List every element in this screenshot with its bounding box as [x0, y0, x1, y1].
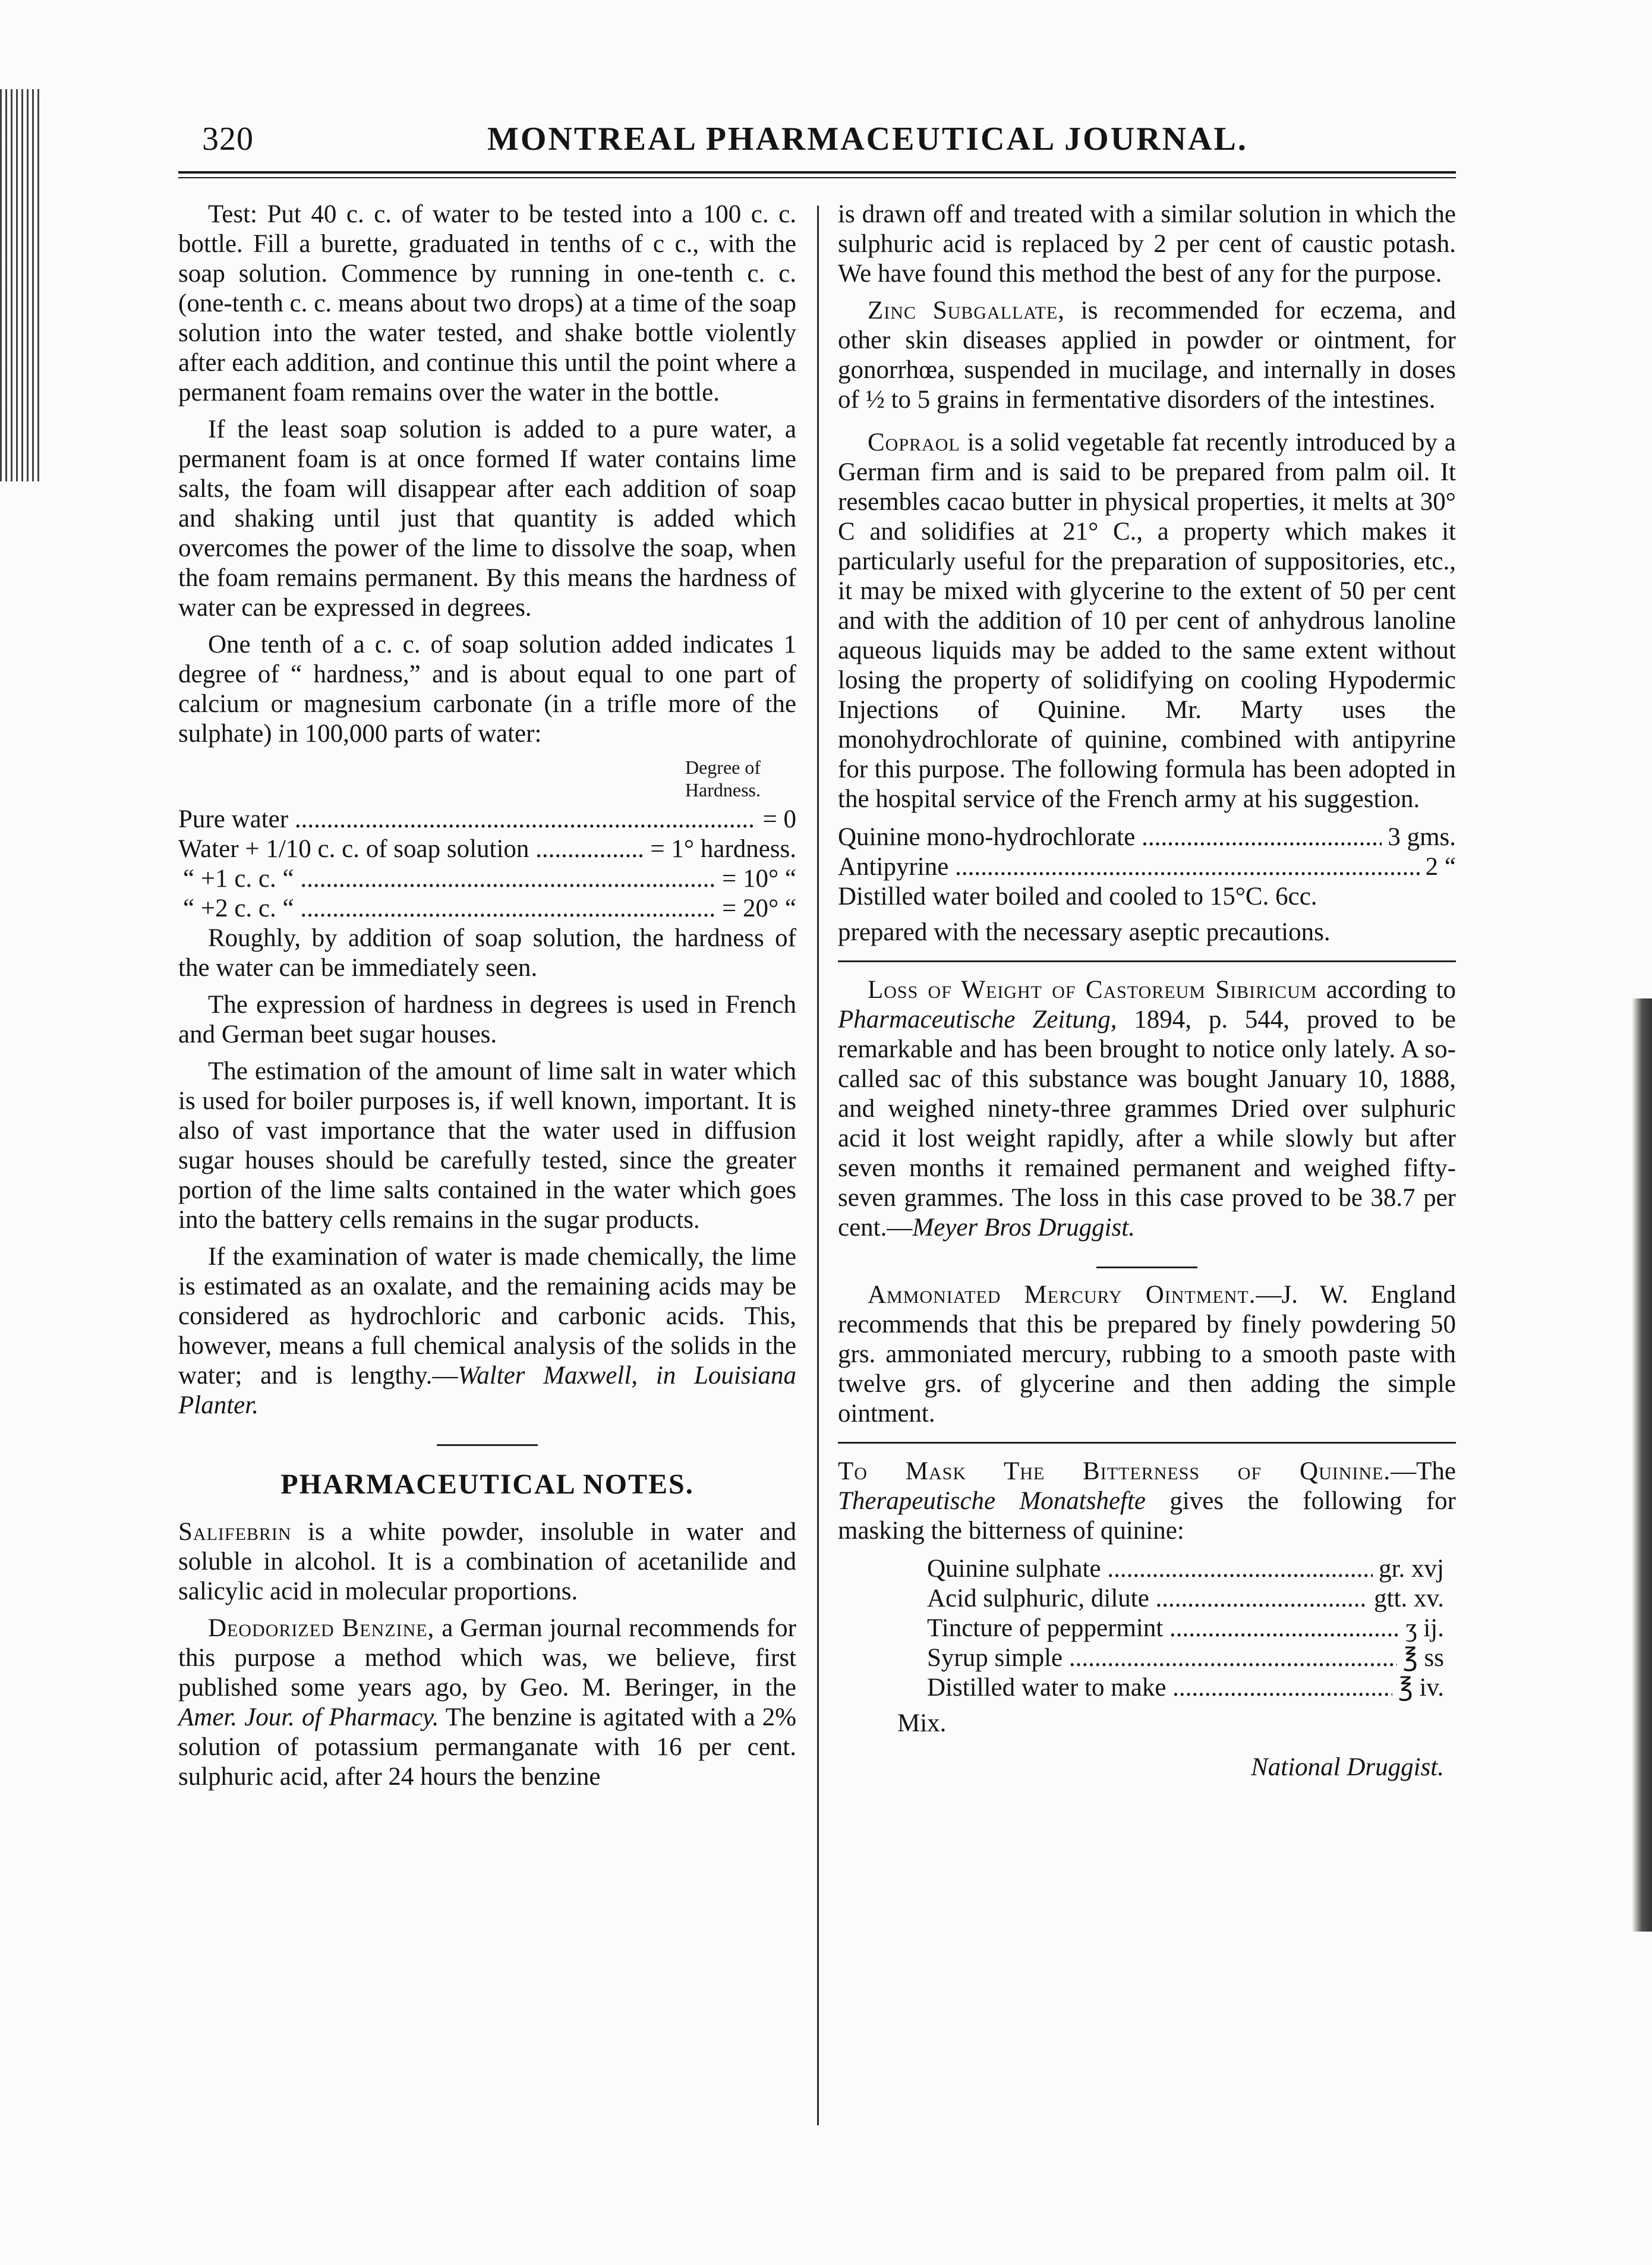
aseptic-line: prepared with the necessary aseptic precautions.: [838, 918, 1331, 946]
mercury-ointment-note: Ammoniated Mercury Ointment.—J. W. England recommends that this be prepared by finely powdering 50 grs. ammoniated mercury, rubbing to a smooth paste with twelve grs. of glycerine and then adding the simple ointment.: [838, 1281, 1456, 1428]
divider-rule: [838, 960, 1456, 962]
quinine-mask-note: To Mask The Bitterness of Quinine.—The Therapeutische Monatshefte gives the following for masking the bitterness of quinine:: [838, 1457, 1456, 1545]
expression-paragraph: The expression of hardness in degrees is used in French and German beet sugar houses.: [178, 991, 796, 1048]
water-test-paragraph: Test: Put 40 c. c. of water to be tested into a 100 c. c. bottle. Fill a burette, graduated in tenths of c c., with the soap solution. Commence by running in one-tenth c. c. (one-tenth c. c. means about two drops) at a time of the soap solution into the water tested, and shake bottle violently after each addition, and continue this until the point where a permanent foam remains over the water in the bottle.: [178, 200, 796, 407]
formula-row: Quinine mono-hydrochlorate ..... 3 gms.: [838, 823, 1456, 852]
hardness-row: “ +2 c. c. “ ..... = 20° “: [178, 894, 796, 924]
salifebrin-note: Salifebrin is a white powder, insoluble in water and soluble in alcohol. It is a combination of acetanilide and salicylic acid in molecular proportions.: [178, 1518, 796, 1605]
deodorized-benzine-note: Deodorized Benzine, a German journal recommends for this purpose a method which was, we believe, first published some years ago, by Geo. M. Beringer, in the Amer. Jour. of Pharmacy. The benzine is agitated with a 2% solution of potassium permanganate with 16 per cent. sulphuric acid, after 24 hours the benzine: [178, 1614, 796, 1791]
scan-edge-right: [1632, 998, 1652, 1932]
benzine-continued: is drawn off and treated with a similar solution in which the sulphuric acid is replaced by 2 per cent of caustic potash. We have found this method the best of any for the purpose.: [838, 200, 1456, 288]
hardness-degree-paragraph: One tenth of a c. c. of soap solution added indicates 1 degree of “ hardness,” and is about equal to one part of calcium or magnesium carbonate (in a trifle more of the sulphate) in 100,000 parts of water:: [178, 631, 796, 748]
note-heading: Copraol: [868, 429, 960, 456]
note-heading: Salifebrin: [178, 1518, 292, 1546]
source-attribution: National Druggist.: [1251, 1753, 1444, 1781]
two-column-body: [178, 200, 1456, 2161]
running-head: [178, 113, 1456, 168]
zinc-subgallate-note: Zinc Subgallate, is recommended for eczema, and other skin diseases applied in powder or ointment, for gonorrhœa, suspended in mucilage, and internally in doses of ½ to 5 grains in fermentative disorders of the intestines.: [838, 297, 1456, 414]
right-column: [838, 200, 1456, 1782]
lime-estimation-paragraph: The estimation of the amount of lime salt in water which is used for boiler purposes is, if well known, important. It is also of vast importance that the water used in diffusion sugar houses should be carefully tested, since the greater portion of the lime salts contained in the water which goes into the battery cells remains in the sugar products.: [178, 1057, 796, 1234]
roughly-paragraph: Roughly, by addition of soap solution, the hardness of the water can be immediately seen.: [178, 924, 796, 982]
section-title: PHARMACEUTICAL NOTES.: [280, 1469, 694, 1500]
note-heading: Deodorized Benzine,: [208, 1614, 435, 1642]
chemical-exam-paragraph: If the examination of water is made chemically, the lime is estimated as an oxalate, and the remaining acids may be considered as hydrochloric and carbonic acids. This, however, means a full chemical analysis of the solids in the water; and is lengthy.—Walter Maxwell, in Louisiana Planter.: [178, 1243, 796, 1419]
left-column: [178, 200, 796, 1799]
journal-title: MONTREAL PHARMACEUTICAL JOURNAL.: [487, 121, 1248, 157]
page-number: 320: [202, 121, 254, 157]
note-heading: Ammoniated Mercury Ointment.: [868, 1281, 1256, 1309]
divider-rule: [838, 1442, 1456, 1444]
section-rule: [437, 1444, 538, 1446]
hardness-row: Water + 1/10 c. c. of soap solution ..... = 1° hardness.: [178, 834, 796, 864]
recipe-row: Acid sulphuric, dilute ..... gtt. xv.: [927, 1584, 1444, 1614]
note-heading: Zinc Subgallate,: [868, 297, 1065, 325]
soap-foam-paragraph: If the least soap solution is added to a pure water, a permanent foam is at once formed If water contains lime salts, the foam will disappear after each addition of soap and shaking until just that quantity is added which overcomes the power of the lime to dissolve the soap, when the foam remains permanent. By this means the hardness of water can be expressed in degrees.: [178, 415, 796, 622]
column-divider: [817, 206, 819, 2125]
quinine-injection-formula: [838, 823, 1456, 912]
recipe-row: Distilled water to make ..... ℥ iv.: [927, 1673, 1444, 1703]
header-rule: [178, 171, 1456, 178]
masking-recipe: [838, 1554, 1456, 1703]
degree-column-heading: Degree of Hardness.: [685, 757, 761, 801]
formula-row: Antipyrine ..... 2 “: [838, 852, 1456, 882]
scan-edge-left: [0, 89, 42, 481]
hardness-row: “ +1 c. c. “ ..... = 10° “: [178, 864, 796, 894]
source-attribution: Walter Maxwell, in Louisiana Planter.: [178, 1362, 796, 1419]
note-heading: Loss of Weight of Castoreum Sibiricum: [868, 976, 1317, 1004]
hardness-row: Pure water ..... = 0: [178, 805, 796, 834]
source-attribution: Meyer Bros Druggist.: [912, 1214, 1135, 1242]
formula-row: Distilled water boiled and cooled to 15°C. 6cc.: [838, 883, 1317, 911]
recipe-row: Quinine sulphate ..... gr. xvj: [927, 1554, 1444, 1584]
note-heading: To Mask The Bitterness of Quinine.: [838, 1457, 1391, 1485]
recipe-row: Tincture of peppermint ..... ʒ ij.: [927, 1614, 1444, 1643]
hardness-table: [178, 805, 796, 924]
copraol-note: Copraol is a solid vegetable fat recently introduced by a German firm and is said to be prepared from palm oil. It resembles cacao butter in physical properties, it melts at 30° C and solidifies at 21° C., a property which makes it particularly useful for the preparation of suppositories, etc., it may be mixed with glycerine to the extent of 50 per cent and with the addition of 10 per cent of anhydrous lanoline aqueous liquids may be added to the same extent without losing the property of solidifying on cooling Hypodermic Injections of Quinine. Mr. Marty uses the monohydrochlorate of quinine, combined with antipyrine for this purpose. The following formula has been adopted in the hospital service of the French army at his suggestion.: [838, 429, 1456, 813]
castoreum-note: Loss of Weight of Castoreum Sibiricum according to Pharmaceutische Zeitung, 1894, p. 544, proved to be remarkable and has been brought to notice only lately. A so-called sac of this substance was bought January 10, 1888, and weighed ninety-three grammes Dried over sulphuric acid it lost weight rapidly, after a while slowly but after seven months it remained permanent and weighed fifty-seven grammes. The loss in this case proved to be 38.7 per cent.—Meyer Bros Druggist.: [838, 976, 1456, 1242]
recipe-row: Syrup simple ..... ℥ ss: [927, 1643, 1444, 1673]
journal-page: [178, 113, 1456, 2161]
mix-instruction: Mix.: [897, 1709, 947, 1737]
section-rule: [1096, 1267, 1197, 1268]
